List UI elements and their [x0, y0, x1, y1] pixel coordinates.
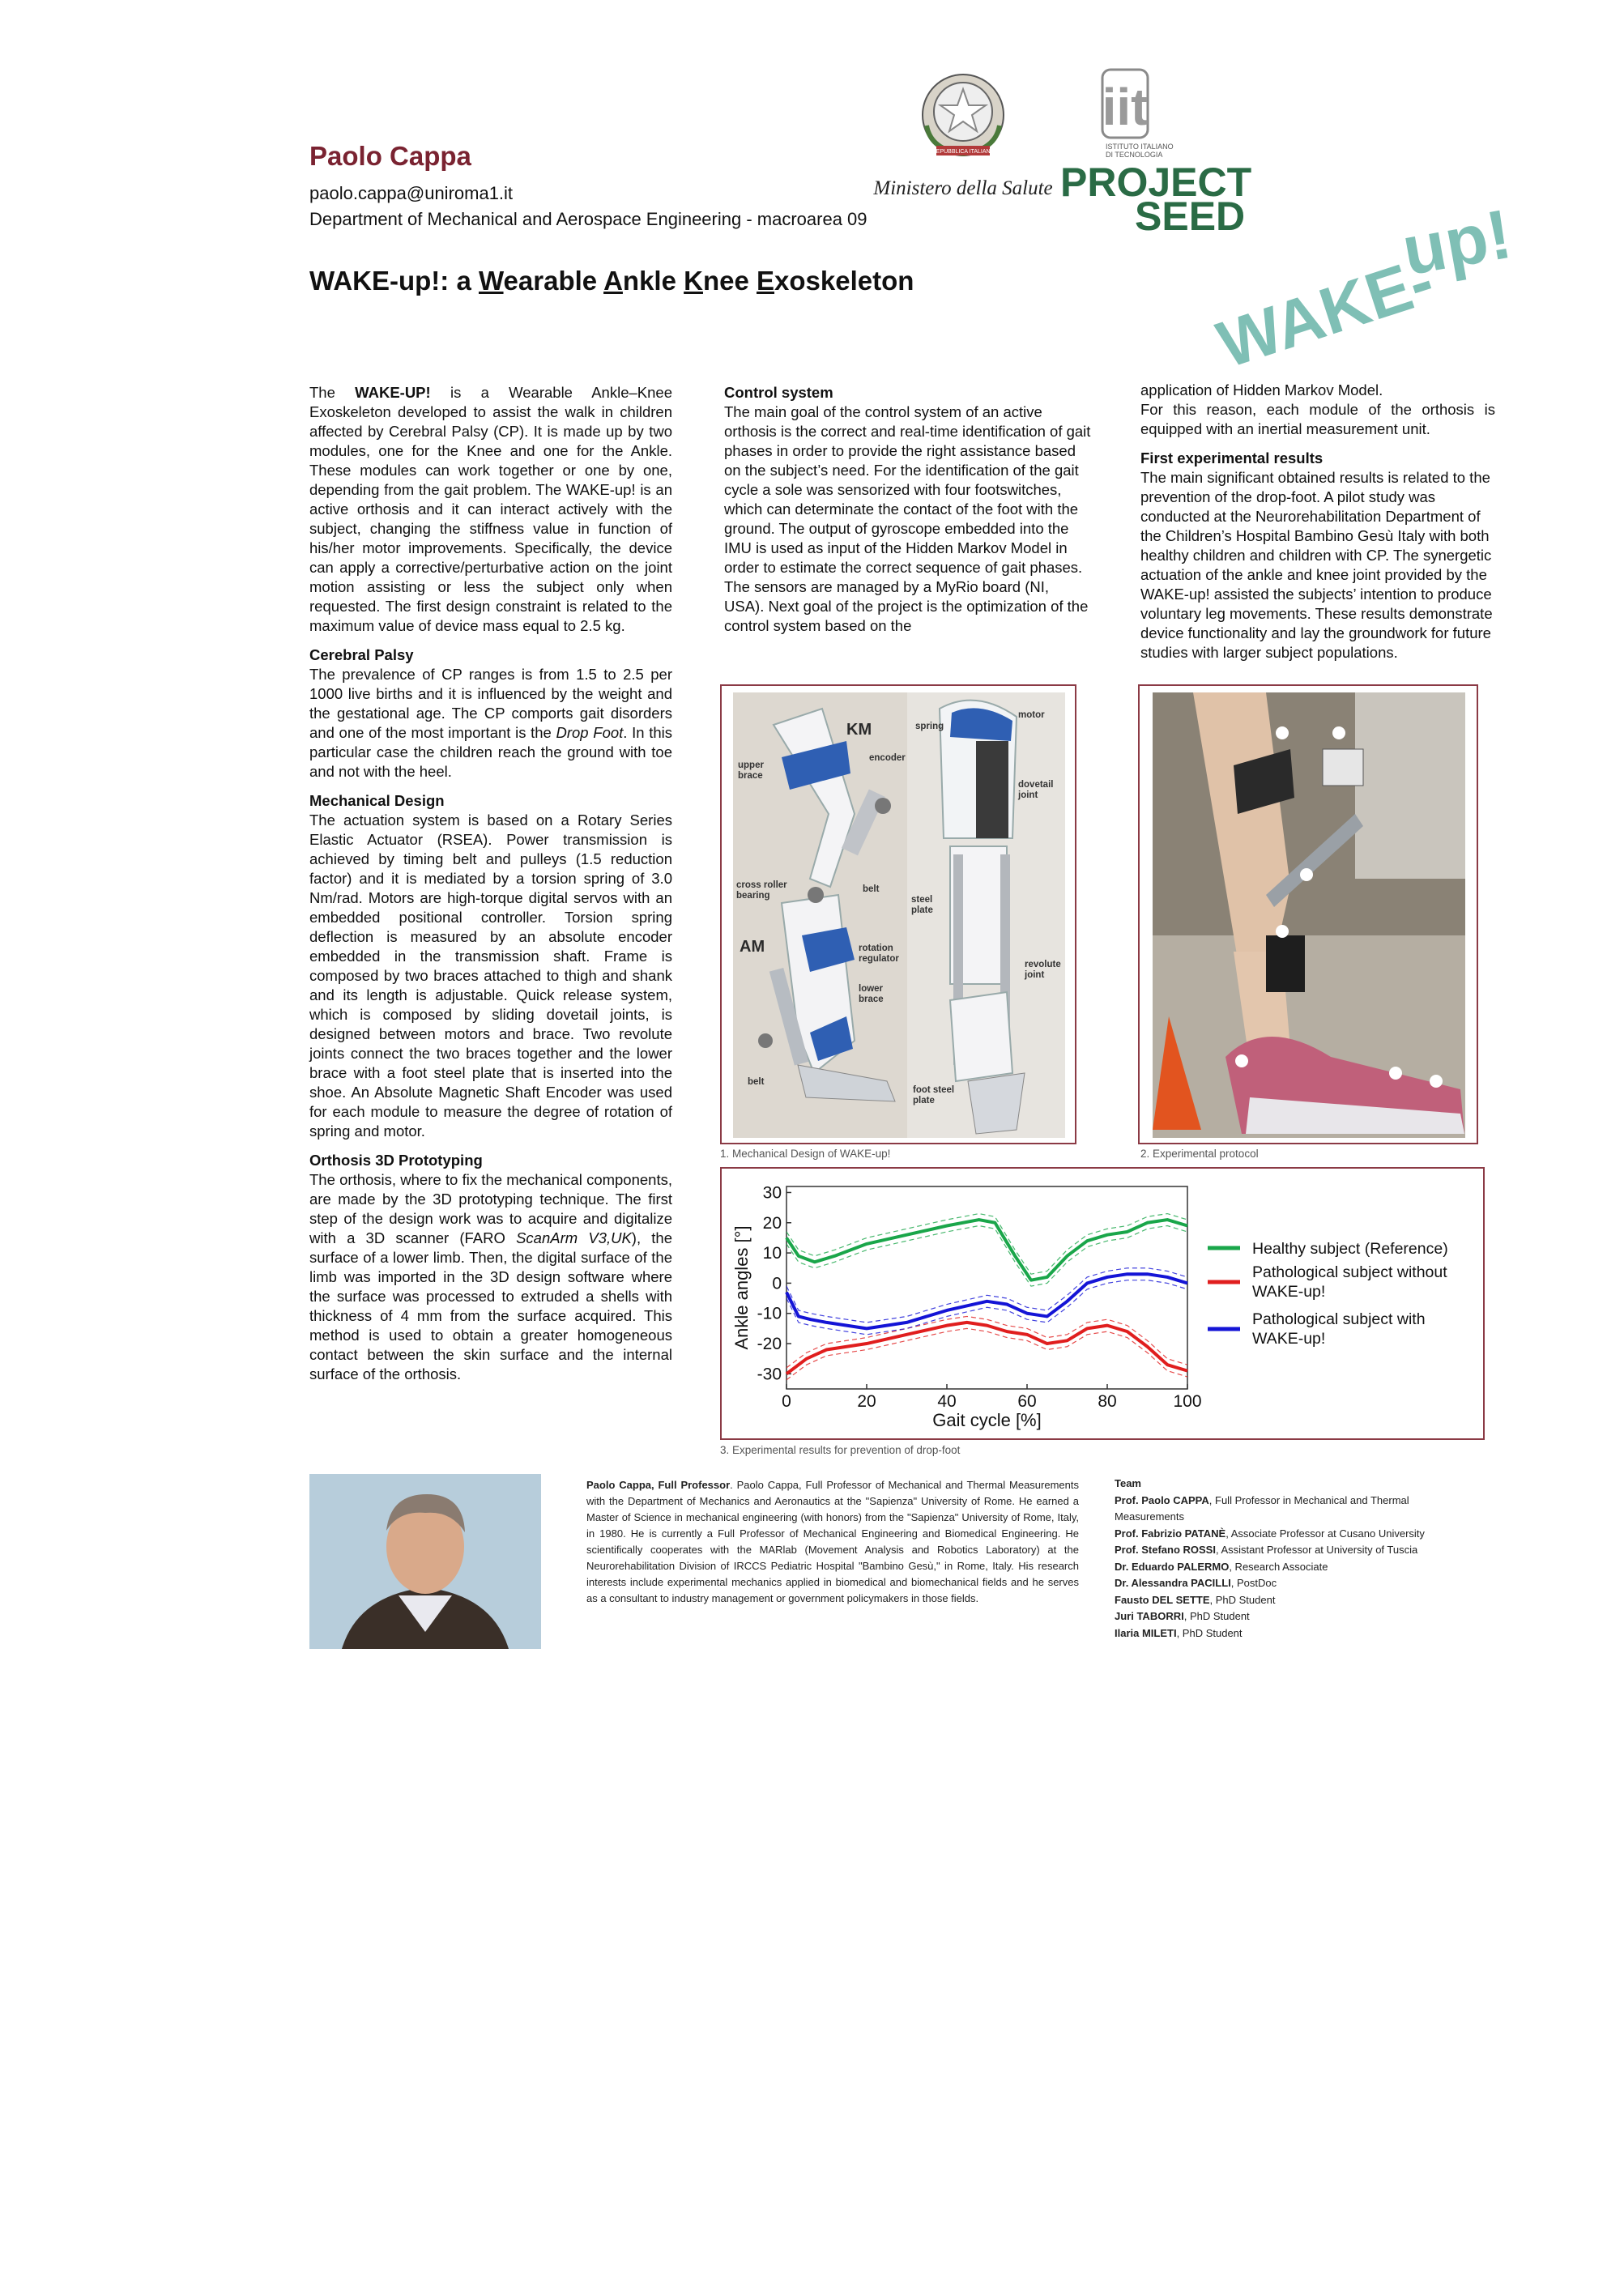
label-lower-brace: lower brace	[859, 984, 884, 1004]
team-member-role: , Research Associate	[1229, 1560, 1328, 1573]
figure-experimental-protocol	[1138, 684, 1478, 1144]
y-tick-label: 0	[772, 1274, 782, 1293]
team-member-role: , Full Professor in Mechanical and Thermal Measurements	[1115, 1493, 1409, 1523]
ankle-angle-chart	[722, 1169, 1483, 1438]
x-tick-label: 60	[1017, 1392, 1037, 1411]
cerebral-palsy-text: The prevalence of CP ranges is from 1.5 to 2.5 per 1000 live births and it is influenced by the weight and the gestational age. The CP comports gait disorders and one of the most important is the Drop Foot. In this particular case the children reach the ground with toe and not with the heel.	[309, 666, 672, 780]
column-3	[1140, 381, 1495, 672]
label-km: KM	[846, 721, 872, 739]
team-member-name: Dr. Eduardo PALERMO	[1115, 1560, 1230, 1573]
svg-text:ISTITUTO ITALIANO: ISTITUTO ITALIANO	[1106, 143, 1174, 151]
team-member	[1115, 1592, 1481, 1609]
team-member-name: Dr. Alessandra PACILLI	[1115, 1577, 1231, 1589]
team-heading: Team	[1115, 1477, 1141, 1489]
mechanical-design-text: The actuation system is based on a Rotary Series Elastic Actuator (RSEA). Power transmission is achieved by timing belt and pulleys (1.5 reduction factor) and it is mediated by a torsion spring of 3.0 Nm/rad. Motors are high-torque digital servos with an embedded positional controller. Torsion spring deflection is measured by an absolute encoder embedded in the transmission shaft. Frame is composed by two braces attached to thigh and shank and its length is adjustable. Quick release system, which is composed by sliding dovetail joints, is designed between motors and brace. Two revolute joints connect the two braces together and the lower brace with a foot steel plate that is inserted into the shoe. An Absolute Magnetic Shaft Encoder was used for each module to measure the degree of rotation of spring and motor.	[309, 811, 672, 1139]
team-member	[1115, 1493, 1481, 1526]
team-member-role: , PostDoc	[1230, 1577, 1277, 1589]
x-tick-label: 40	[937, 1392, 957, 1411]
series-band-upper	[786, 1268, 1187, 1323]
y-tick-label: 10	[762, 1244, 782, 1263]
label-belt-upper: belt	[863, 884, 880, 894]
team-member-role: , PhD Student	[1176, 1626, 1243, 1639]
y-tick-label: -20	[757, 1335, 782, 1354]
republic-seal-icon	[923, 75, 1004, 155]
figure-3-caption: 3. Experimental results for prevention of drop-foot	[720, 1444, 961, 1456]
team-member-role: , Assistant Professor at University of Tuscia	[1215, 1544, 1418, 1556]
wakeup-logo	[1183, 170, 1517, 382]
y-tick-label: -30	[757, 1365, 782, 1384]
team-member-name: Prof. Stefano ROSSI	[1115, 1544, 1216, 1556]
title-initial: W	[478, 266, 504, 296]
y-tick-label: -10	[757, 1304, 782, 1323]
exoskeleton-photo	[733, 692, 1065, 1138]
figure-mechanical-design	[720, 684, 1076, 1144]
series-band-lower	[786, 1328, 1187, 1379]
team-member-role: , Associate Professor at Cusano University	[1225, 1527, 1425, 1540]
first-results-text: The main significant obtained results is related to the prevention of the drop-foot. A pilot study was conducted at the Neurorehabilitation Department of the Children’s Hospital Bambino Gesù Italy with both healthy children and children with CP. The synergetic actuation of the ankle and knee joint provided by the WAKE-up! assisted the subjects’ intention to produce voluntary leg movements. These results demonstrate device functionality and lay the groundwork for future studies with larger subject populations.	[1140, 469, 1493, 661]
label-rotation-regulator: rotation regulator	[859, 944, 899, 964]
portrait-photo	[309, 1474, 541, 1649]
label-cross-roller: cross roller bearing	[736, 880, 787, 901]
poster-title	[309, 266, 914, 296]
legend-label: Healthy subject (Reference)	[1252, 1240, 1448, 1258]
x-tick-label: 20	[857, 1392, 876, 1411]
orthosis-prototyping-heading: Orthosis 3D Prototyping	[309, 1152, 483, 1169]
cerebral-palsy-heading: Cerebral Palsy	[309, 646, 414, 663]
figure-ankle-angle-chart	[720, 1167, 1485, 1440]
team-member	[1115, 1542, 1481, 1559]
control-system-heading: Control system	[724, 384, 833, 401]
legend-label: Pathological subject without WAKE-up!	[1252, 1263, 1447, 1301]
imu-text: For this reason, each module of the orthosis is equipped with an inertial measurement unit.	[1140, 401, 1495, 437]
series-line	[786, 1323, 1187, 1374]
team-member-role: , PhD Student	[1183, 1610, 1250, 1622]
series-band-lower	[786, 1226, 1187, 1287]
author-name: Paolo Cappa	[309, 141, 471, 171]
legend-label: Pathological subject with WAKE-up!	[1252, 1310, 1426, 1348]
svg-text:WAKE-: WAKE-	[1208, 243, 1443, 382]
ministero-text: Ministero della Salute	[873, 177, 1053, 199]
x-tick-label: 100	[1173, 1392, 1202, 1411]
mechanical-design-heading: Mechanical Design	[309, 792, 445, 809]
orthosis-prototyping-text: The orthosis, where to fix the mechanical components, are made by the 3D prototyping technique. The first step of the design work was to acquire and digitalize with a 3D scanner (FARO ScanArm V3,UK), the surface of a lower limb. Then, the digital surface of the limb was imported in the 3D design software where the surface was processed to extruded a shells with thickness of 4 mm from the surface acquired. This method is used to obtain a greater homogeneous contact between the skin surface and the internal surface of the orthosis.	[309, 1171, 672, 1382]
figure-2-caption: 2. Experimental protocol	[1140, 1148, 1259, 1160]
team-member	[1115, 1575, 1481, 1592]
y-tick-label: 30	[762, 1183, 782, 1203]
svg-text:iit: iit	[1102, 78, 1149, 136]
team-member-role: , PhD Student	[1209, 1593, 1276, 1606]
title-initial: A	[603, 266, 623, 296]
svg-text:SEED: SEED	[1135, 194, 1246, 239]
figure-1-caption: 1. Mechanical Design of WAKE-up!	[720, 1148, 891, 1160]
title-initial: E	[757, 266, 775, 296]
title-part: WAKE-up!: a	[309, 266, 479, 296]
column-2	[724, 383, 1092, 645]
first-results-heading: First experimental results	[1140, 449, 1324, 466]
title-part: nee	[702, 266, 757, 296]
team-list	[1115, 1476, 1481, 1642]
title-part: nkle	[622, 266, 684, 296]
bio-text: Paolo Cappa, Full Professor. Paolo Cappa, Full Professor of Mechanical and Thermal Measurements with the Department of Mechanics and Aeronautics at the "Sapienza" University of Rome. He earned a Master of Science in mechanical engineering (with honors) from the "Sapienza" University of Rome, Italy, in 1980. He is currently a Full Professor of Mechanical Engineering and Biomedical Engineering. He scientifically cooperates with the MARlab (Movement Analysis and Robotics Laboratory) at the Neurorehabilitation Division of IRCCS Pediatric Hospital "Bambino Gesù," in Rome, Italy. His research interests include experimental mechanics applied in biomedical and biomechanical fields and he serves as a consultant to industry management or government policymakers in those fields.	[586, 1479, 1079, 1604]
label-motor: motor	[1018, 710, 1045, 720]
hmm-continued-text: application of Hidden Markov Model.	[1140, 381, 1383, 398]
team-member	[1115, 1559, 1481, 1576]
author-email[interactable]: paolo.cappa@uniroma1.it	[309, 183, 514, 203]
team-member	[1115, 1625, 1481, 1642]
plot-frame	[786, 1186, 1187, 1389]
label-steel-plate: steel plate	[911, 895, 933, 915]
series-line	[786, 1220, 1187, 1280]
team-member	[1115, 1608, 1481, 1625]
protocol-photo	[1153, 692, 1465, 1138]
team-member-name: Juri TABORRI	[1115, 1610, 1184, 1622]
column-1	[309, 383, 672, 1394]
y-tick-label: 20	[762, 1213, 782, 1233]
label-encoder: encoder	[869, 753, 906, 763]
y-axis-label: Ankle angles [°]	[731, 1225, 752, 1350]
intro-paragraph: The WAKE-UP! is a Wearable Ankle–Knee Exoskeleton developed to assist the walk in children affected by Cerebral Palsy (CP). It is made up by two modules, one for the Knee and one for the Ankle. These modules can work together or one by one, depending from the gait problem. The WAKE-up! is an active orthosis and it can interact actively with the subject, changing the stiffness value in function of his/her motor improvements. Specifically, the device can apply a corrective/perturbative action on the joint motion assisting or less the subject only when requested. The first design constraint is related to the maximum value of device mass equal to 2.5 kg.	[309, 384, 672, 634]
svg-text:REPUBBLICA ITALIANA: REPUBBLICA ITALIANA	[931, 149, 995, 155]
svg-text:PROJECT: PROJECT	[1060, 160, 1252, 205]
ministero-logo	[873, 65, 1053, 202]
team-member-name: Prof. Fabrizio PATANÈ	[1115, 1527, 1226, 1540]
team-member-name: Prof. Paolo CAPPA	[1115, 1493, 1209, 1506]
team-member-name: Ilaria MILETI	[1115, 1626, 1177, 1639]
x-tick-label: 80	[1098, 1392, 1117, 1411]
x-tick-label: 0	[782, 1392, 791, 1411]
label-dovetail-joint: dovetail joint	[1018, 780, 1054, 800]
label-am: AM	[740, 938, 765, 956]
label-spring: spring	[915, 722, 944, 731]
label-belt-lower: belt	[748, 1077, 765, 1087]
svg-text:up!: up!	[1396, 194, 1517, 291]
series-line	[786, 1274, 1187, 1328]
title-part: xoskeleton	[774, 266, 914, 296]
svg-text:DI TECNOLOGIA: DI TECNOLOGIA	[1106, 151, 1163, 159]
x-axis-label: Gait cycle [%]	[932, 1410, 1042, 1430]
control-system-text: The main goal of the control system of an active orthosis is the correct and real-time identification of gait phases in order to provide the right assistance based on the subject’s need. For the identification of the gait cycle a sole was sensorized with four footswitches, which can determinate the contact of the foot with the ground. The output of gyroscope embedded into the IMU is used as input of the Hidden Markov Model in order to estimate the correct sequence of gait phases. The sensors are managed by a MyRio board (NI, USA). Next goal of the project is the optimization of the control system based on the	[724, 403, 1091, 634]
label-revolute-joint: revolute joint	[1025, 960, 1061, 980]
team-member	[1115, 1526, 1481, 1543]
department: Department of Mechanical and Aerospace Engineering - macroarea 09	[309, 209, 867, 229]
label-upper-brace: upper brace	[738, 760, 764, 781]
title-initial: K	[684, 266, 703, 296]
team-member-name: Fausto DEL SETTE	[1115, 1593, 1210, 1606]
title-part: earable	[503, 266, 604, 296]
label-foot-steel-plate: foot steel plate	[913, 1085, 955, 1105]
